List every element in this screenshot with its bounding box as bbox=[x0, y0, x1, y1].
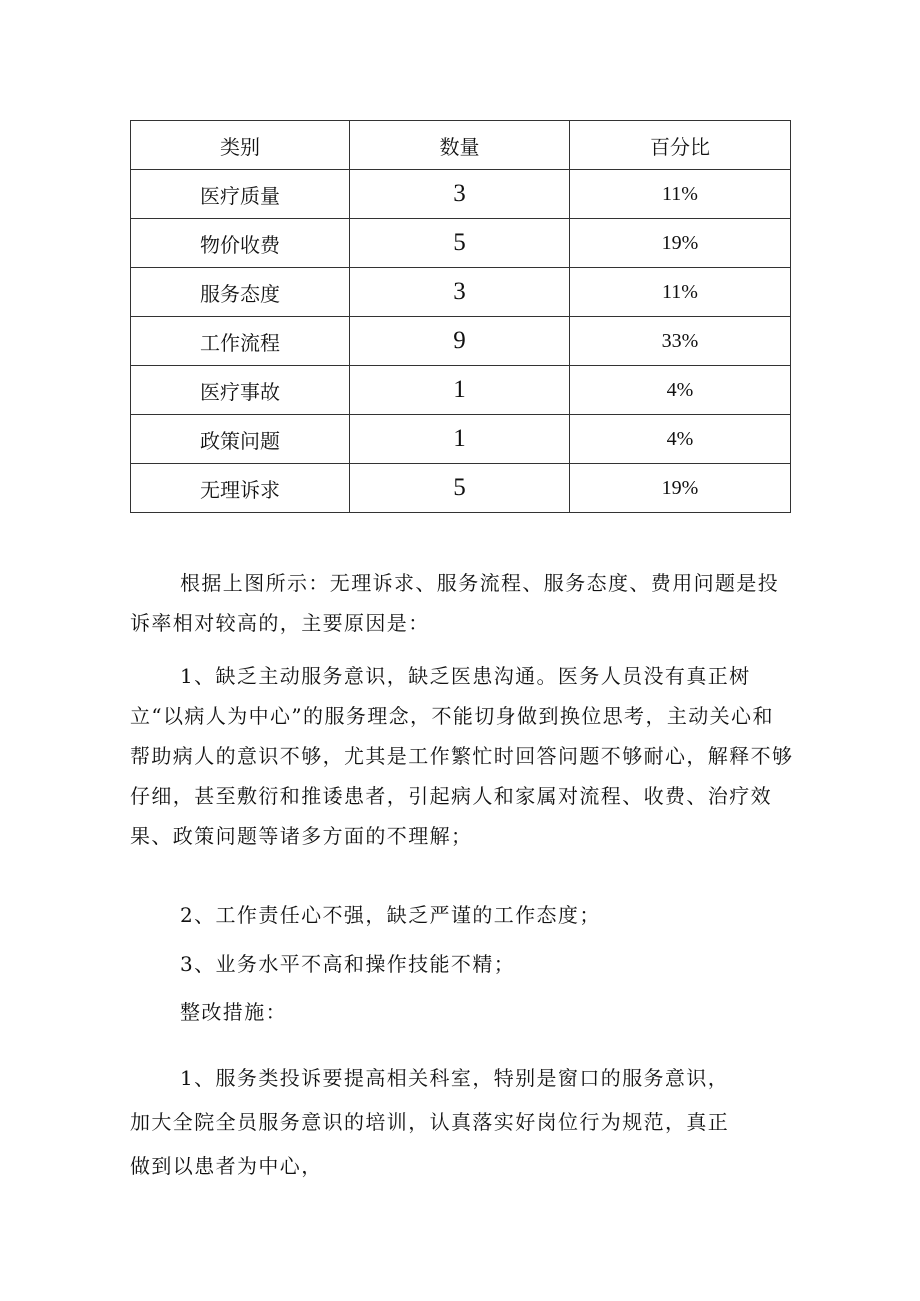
cell-category: 政策问题 bbox=[131, 415, 350, 464]
table-row bbox=[131, 268, 791, 317]
reason-2-paragraph: 2、工作责任心不强，缺乏严谨的工作态度； bbox=[180, 903, 601, 927]
cell-category: 医疗事故 bbox=[131, 366, 350, 415]
measure-1-line: 1、服务类投诉要提高相关科室，特别是窗口的服务意识， bbox=[180, 1066, 730, 1090]
table-row bbox=[131, 366, 791, 415]
cell-category: 服务态度 bbox=[131, 268, 350, 317]
measure-1-line: 做到以患者为中心， bbox=[130, 1154, 323, 1178]
table-row bbox=[131, 219, 791, 268]
cell-category: 医疗质量 bbox=[131, 170, 350, 219]
reason-1-paragraph: 1、缺乏主动服务意识，缺乏医患沟通。医务人员没有真正树立“以病人为中心”的服务理念，不能切身做到换位思考，主动关心和帮助病人的意识不够，尤其是工作繁忙时回答问题不够耐心，解释不够仔细，甚至敷衍和推诿患者，引起病人和家属对流程、收费、治疗效果、政策问题等诸多方面的不理解； bbox=[130, 664, 794, 848]
complaint-stats-table bbox=[130, 120, 791, 513]
reason-3-paragraph: 3、业务水平不高和操作技能不精； bbox=[180, 952, 516, 976]
cell-count: 5 bbox=[350, 464, 570, 513]
header-percent: 百分比 bbox=[570, 121, 791, 170]
table-row bbox=[131, 170, 791, 219]
table-row bbox=[131, 464, 791, 513]
table-header-row bbox=[131, 121, 791, 170]
measures-heading: 整改措施： bbox=[180, 1000, 287, 1024]
cell-percent: 19% bbox=[570, 219, 791, 268]
header-category: 类别 bbox=[131, 121, 350, 170]
cell-percent: 33% bbox=[570, 317, 791, 366]
cell-count: 3 bbox=[350, 268, 570, 317]
cell-percent: 19% bbox=[570, 464, 791, 513]
summary-paragraph: 根据上图所示：无理诉求、服务流程、服务态度、费用问题是投诉率相对较高的，主要原因是： bbox=[130, 571, 780, 635]
cell-percent: 11% bbox=[570, 170, 791, 219]
measure-1-paragraph bbox=[130, 1056, 795, 1188]
cell-percent: 11% bbox=[570, 268, 791, 317]
cell-count: 1 bbox=[350, 415, 570, 464]
measure-1-line: 加大全院全员服务意识的培训，认真落实好岗位行为规范，真正 bbox=[130, 1110, 730, 1134]
table-row bbox=[131, 415, 791, 464]
cell-category: 工作流程 bbox=[131, 317, 350, 366]
cell-count: 1 bbox=[350, 366, 570, 415]
cell-count: 3 bbox=[350, 170, 570, 219]
header-count: 数量 bbox=[350, 121, 570, 170]
cell-count: 9 bbox=[350, 317, 570, 366]
cell-percent: 4% bbox=[570, 415, 791, 464]
cell-category: 无理诉求 bbox=[131, 464, 350, 513]
table-row bbox=[131, 317, 791, 366]
cell-count: 5 bbox=[350, 219, 570, 268]
cell-category: 物价收费 bbox=[131, 219, 350, 268]
cell-percent: 4% bbox=[570, 366, 791, 415]
